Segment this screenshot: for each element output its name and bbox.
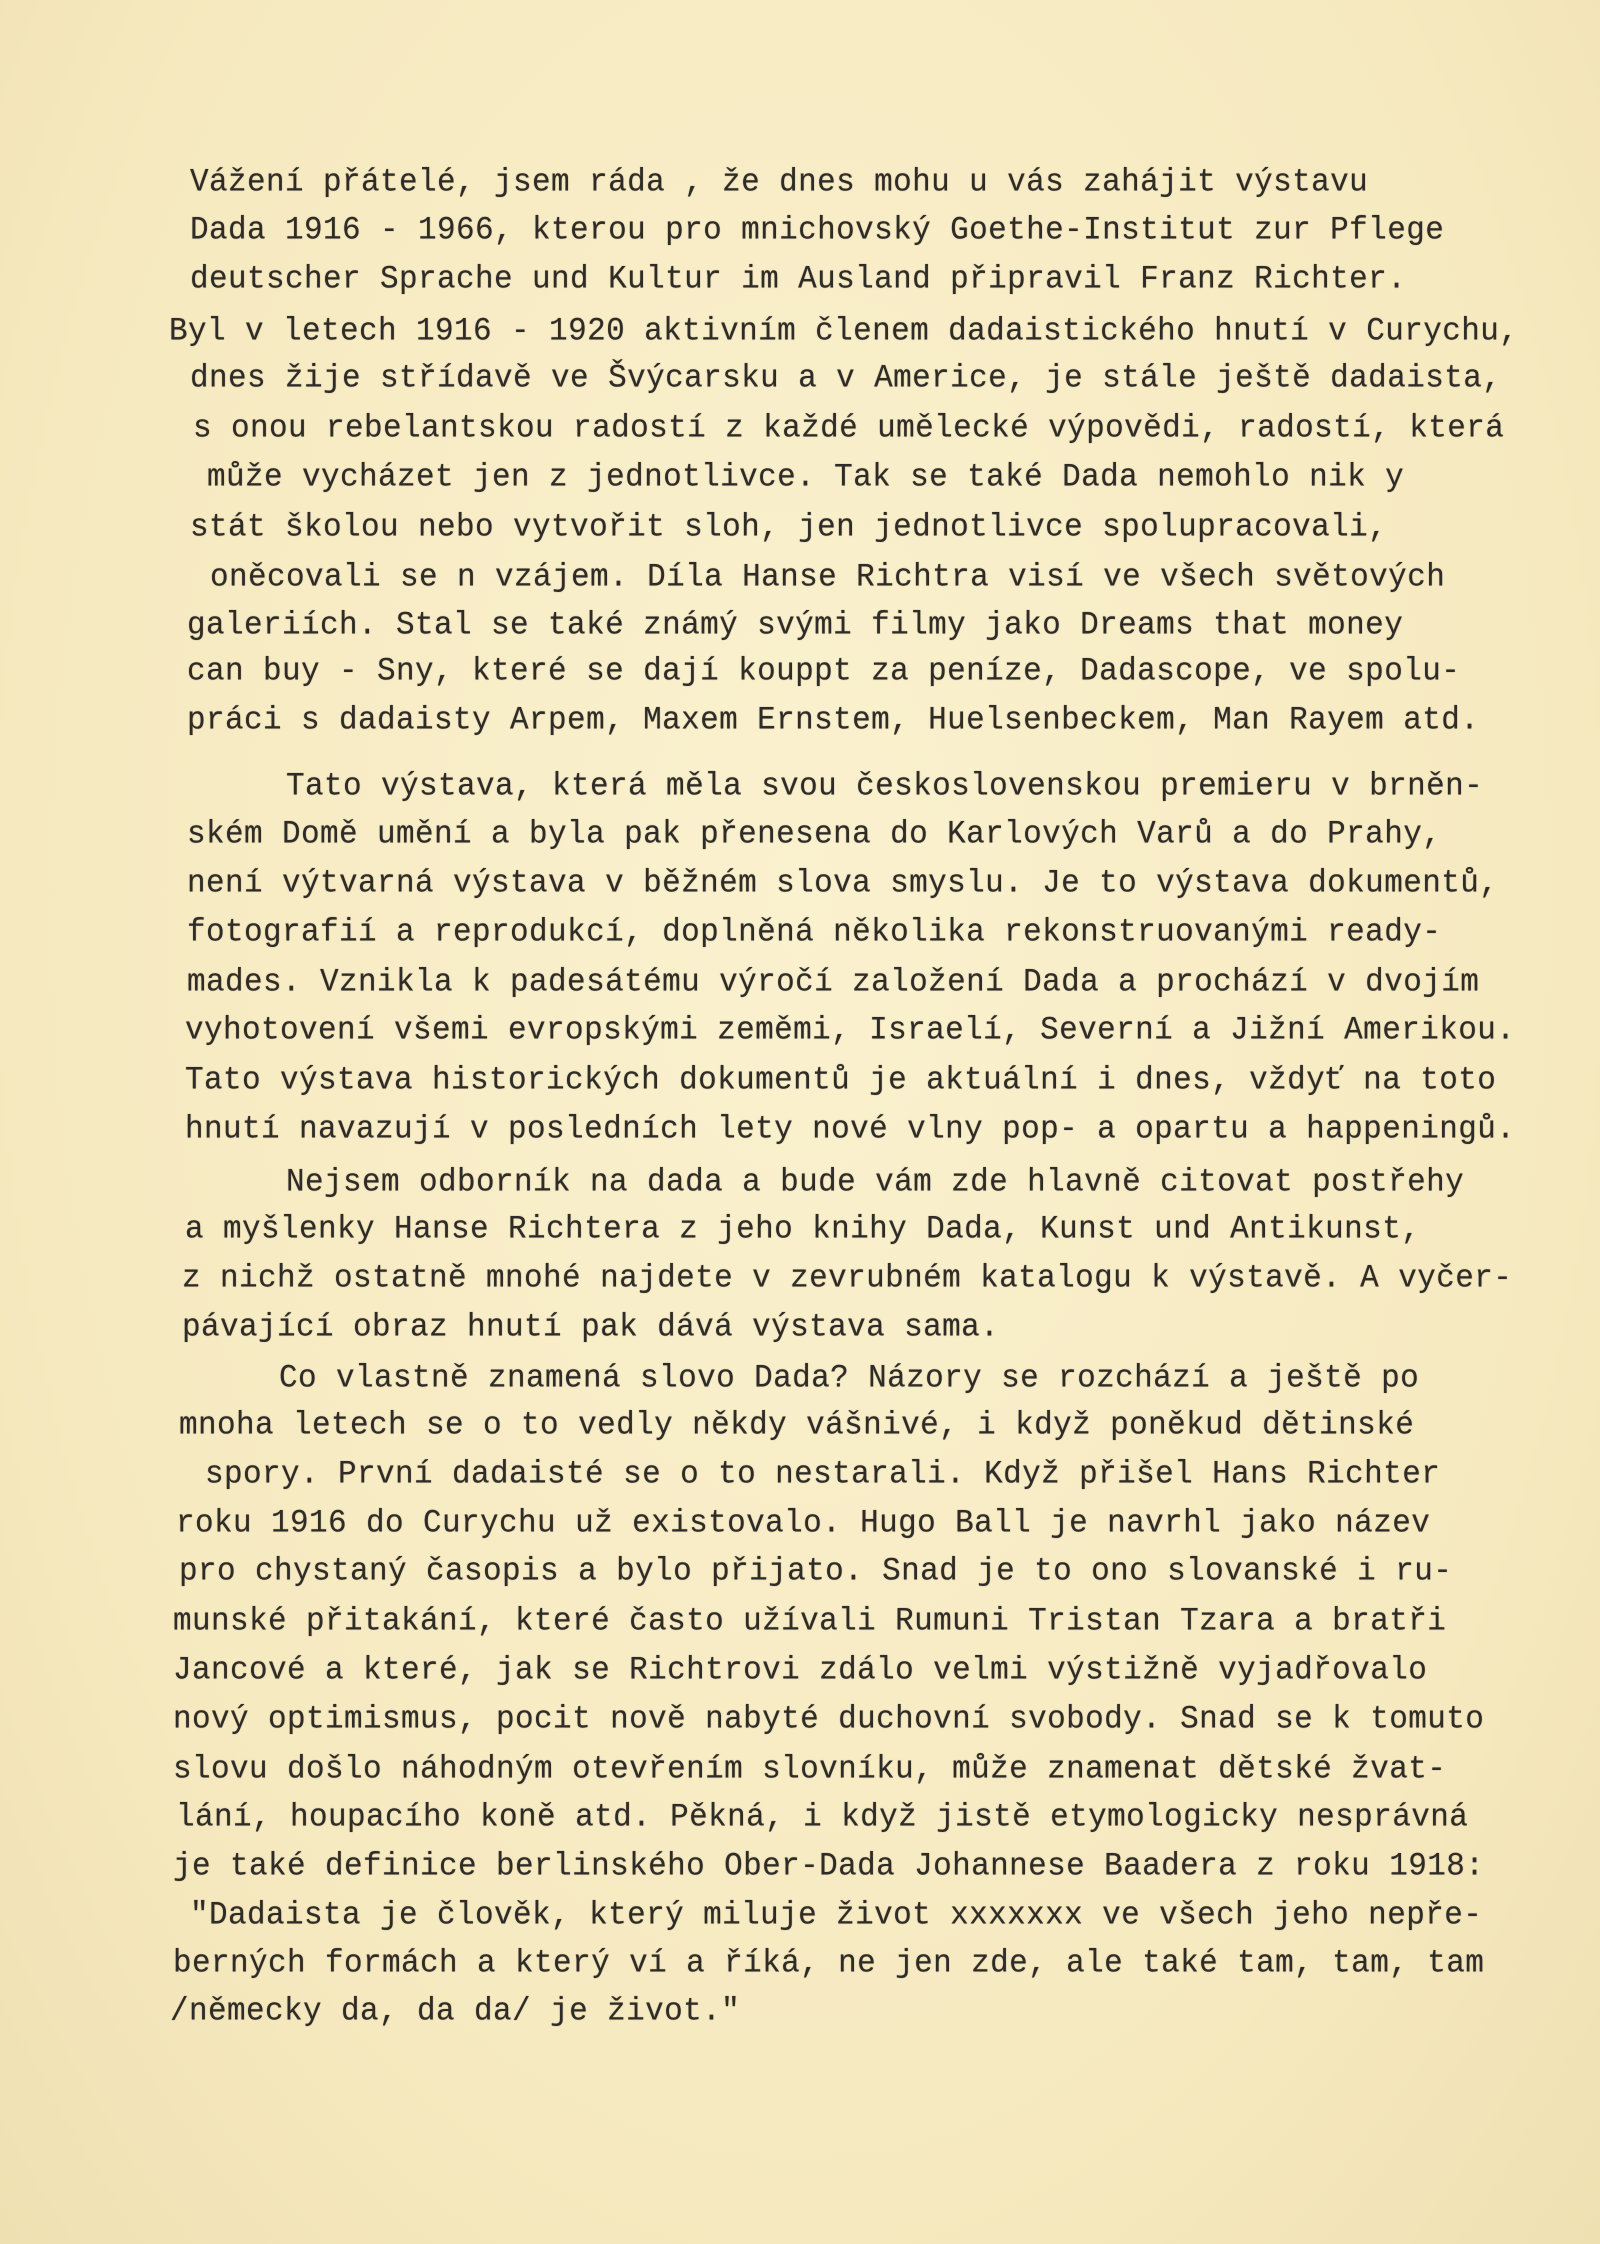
text-line: s onou rebelantskou radostí z každé umělecké výpovědi, radostí, která bbox=[193, 410, 1505, 447]
text-line: mnoha letech se o to vedly někdy vášnivé, i když poněkud dětinské bbox=[179, 1407, 1415, 1444]
text-line: Tato výstava, která měla svou československou premieru v brněn- bbox=[286, 768, 1484, 805]
text-line: "Dadaista je člověk, který miluje život xxxxxxx ve všech jeho nepře- bbox=[190, 1897, 1483, 1934]
text-line: berných formách a který ví a říká, ne jen zde, ale také tam, tam, tam bbox=[173, 1945, 1485, 1982]
text-line: Jancové a které, jak se Richtrovi zdálo velmi výstižně vyjadřovalo bbox=[173, 1652, 1428, 1689]
text-line: ském Domě umění a byla pak přenesena do Karlových Varů a do Prahy, bbox=[187, 816, 1442, 853]
text-line: Nejsem odborník na dada a bude vám zde hlavně citovat postřehy bbox=[286, 1164, 1465, 1201]
text-line: /německy da, da da/ je život." bbox=[170, 1993, 741, 2030]
text-line: lání, houpacího koně atd. Pěkná, i když jistě etymologicky nesprávná bbox=[176, 1799, 1469, 1836]
text-line: z nichž ostatně mnohé najdete v zevrubném katalogu k výstavě. A vyčer- bbox=[182, 1260, 1513, 1297]
text-line: can buy - Sny, které se dají kouppt za peníze, Dadascope, ve spolu- bbox=[187, 653, 1461, 690]
text-line: Byl v letech 1916 - 1920 aktivním členem dadaistického hnutí v Curychu, bbox=[169, 313, 1519, 350]
text-line: munské přitakání, které často užívali Rumuni Tristan Tzara a bratři bbox=[173, 1603, 1447, 1640]
text-line: pro chystaný časopis a bylo přijato. Snad je to ono slovanské i ru- bbox=[179, 1553, 1453, 1590]
text-line: a myšlenky Hanse Richtera z jeho knihy Dada, Kunst und Antikunst, bbox=[185, 1211, 1421, 1248]
text-line: Vážení přátelé, jsem ráda , že dnes mohu u vás zahájit výstavu bbox=[190, 164, 1369, 201]
text-line: oněcovali se n vzájem. Díla Hanse Richtra visí ve všech světových bbox=[210, 559, 1446, 596]
text-line: práci s dadaisty Arpem, Maxem Ernstem, Huelsenbeckem, Man Rayem atd. bbox=[187, 702, 1480, 739]
text-line: Co vlastně znamená slovo Dada? Názory se rozchází a ještě po bbox=[279, 1360, 1420, 1397]
text-line: nový optimismus, pocit nově nabyté duchovní svobody. Snad se k tomuto bbox=[173, 1701, 1485, 1738]
text-line: není výtvarná výstava v běžném slova smyslu. Je to výstava dokumentů, bbox=[187, 865, 1499, 902]
text-line: Tato výstava historických dokumentů je aktuální i dnes, vždyť na toto bbox=[185, 1062, 1497, 1099]
text-line: spory. První dadaisté se o to nestarali. Když přišel Hans Richter bbox=[205, 1456, 1441, 1493]
text-line: hnutí navazují v posledních lety nové vlny pop- a opartu a happeningů. bbox=[185, 1111, 1516, 1148]
text-line: dnes žije střídavě ve Švýcarsku a v Americe, je stále ještě dadaista, bbox=[190, 360, 1502, 397]
text-line: vyhotovení všemi evropskými zeměmi, Israelí, Severní a Jižní Amerikou. bbox=[185, 1012, 1516, 1049]
text-line: fotografií a reprodukcí, doplněná několika rekonstruovanými ready- bbox=[187, 914, 1442, 951]
text-line: stát školou nebo vytvořit sloh, jen jednotlivce spolupracovali, bbox=[190, 509, 1388, 546]
text-line: galeriích. Stal se také známý svými filmy jako Dreams that money bbox=[187, 607, 1404, 644]
text-line: roku 1916 do Curychu už existovalo. Hugo Ball je navrhl jako název bbox=[176, 1505, 1431, 1542]
text-line: může vycházet jen z jednotlivce. Tak se také Dada nemohlo nik y bbox=[207, 459, 1405, 496]
text-line: Dada 1916 - 1966, kterou pro mnichovský Goethe-Institut zur Pflege bbox=[190, 212, 1445, 249]
text-line: je také definice berlinského Ober-Dada Johannese Baadera z roku 1918: bbox=[173, 1848, 1485, 1885]
text-line: deutscher Sprache und Kultur im Ausland připravil Franz Richter. bbox=[190, 261, 1407, 298]
text-line: pávající obraz hnutí pak dává výstava sama. bbox=[182, 1309, 1000, 1346]
text-line: mades. Vznikla k padesátému výročí založení Dada a prochází v dvojím bbox=[187, 964, 1480, 1001]
text-line: slovu došlo náhodným otevřením slovníku, může znamenat dětské žvat- bbox=[173, 1751, 1447, 1788]
